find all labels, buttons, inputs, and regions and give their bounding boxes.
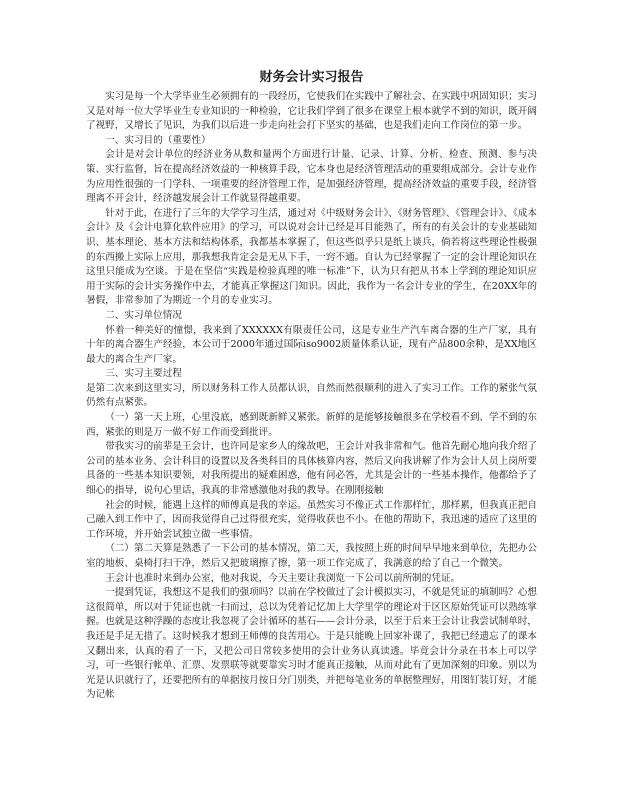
- paragraph-mentor-continued: 社会的时候，能遇上这样的师傅真是我的幸运。虽然实习不像正式工作那样忙，那样累，但我真正把自己融入到工作中了，因而我觉得自己过得很充实，觉得收获也不小。在他的帮助下，我迅速的适应了这里的工作环境，并开始尝试独立做一些事情。: [86, 499, 537, 540]
- paragraph-company: 怀着一种美好的憧憬，我来到了XXXXXX有限责任公司，这是专业生产汽车离合器的生产厂家，具有十年的离合器生产经验，本公司于2000年通过国际iso9002质量体系认证，现有产品800余种，是XX地区最大的离合生产厂家。: [86, 324, 537, 365]
- paragraph-mentor: 带我实习的前辈是王会计，也许同是家乡人的缘故吧，王会计对我非常和气。他首先耐心地向我介绍了公司的基本业务、会计科目的设置以及各类科目的具体核算内容，然后又向我讲解了作为会计人员上岗所要具备的一些基本知识要领，对我所提出的疑难困惑，他有问必答，尤其是会计的一些基本操作，他都给予了细心的指导，说句心里话，我真的非常感激他对我的教导。在刚刚接触: [86, 441, 537, 497]
- paragraph-intro: 实习是每一个大学毕业生必须拥有的一段经历，它使我们在实践中了解社会、在实践中巩固知识；实习又是对每一位大学毕业生专业知识的一种检验，它让我们学到了很多在课堂上根本就学不到的知识，既开阔了视野，又增长了见识，为我们以后进一步走向社会打下坚实的基础，也是我们走向工作岗位的第一步。: [86, 91, 537, 132]
- paragraph-purpose-2: 针对于此，在进行了三年的大学学习生活，通过对《中级财务会计》、《财务管理》、《管理会计》、《成本会计》及《会计电算化软件应用》的学习，可以说对会计已经是耳目能熟了，所有的有关会计的专业基础知识、基本理论、基本方法和结构体系，我都基本掌握了，但这些似乎只是纸上谈兵，倘若将这些理论性极强的东西搬上实际上应用，那我想我肯定会是无从下手，一窍不通。自认为已经掌握了一定的会计理论知识在这里只能成为空谈。于是在坚信“实践是检验真理的唯一标准”下，认为只有把从书本上学到的理论知识应用于实际的会计实务操作中去，才能真正掌握这门知识。因此，我作为一名会计专业的学生，在20XX年的暑假，非常参加了为期近一个月的专业实习。: [86, 207, 537, 307]
- section-heading-company: 二、实习单位情况: [105, 309, 182, 321]
- paragraph-process-intro: 是第二次来到这里实习，所以财务科工作人员都认识，自然而然很顺利的进入了实习工作。工作的紧张气氛仍然有点紧张。: [86, 382, 537, 409]
- section-heading-purpose: 一、实习目的（重要性）: [105, 134, 211, 146]
- paragraph-purpose-1: 会计是对会计单位的经济业务从数和量两个方面进行计量、记录、计算、分析、检查、预测、参与决策、实行监督，旨在提高经济效益的一种核算手段，它本身也是经济管理活动的重要组成部分。会计专业作为应用性很强的一门学科、一项重要的经济管理工作，是加强经济管理，提高经济效益的重要手段，经济管理离不开会计，经济越发展会计工作就显得越重要。: [86, 149, 537, 205]
- document-title: 财务会计实习报告: [259, 70, 364, 85]
- paragraph-vouchers-intro: 王会计也准时来到办公室，他对我说，今天主要让我浏览一下公司以前所制的凭证。: [105, 572, 461, 584]
- paragraph-day-two: （二）第二天算是熟悉了一下公司的基本情况，第二天，我按照上班的时间早早地来到单位，先把办公室的地板、桌椅打扫干净，然后又把玻璃擦了擦，第一项工作完成了，我满意的给了自己一个微笑。: [86, 543, 537, 569]
- paragraph-vouchers: 一提到凭证，我想这不是我们的强项吗？以前在学校做过了会计模拟实习，不就是凭证的填制吗？心想这很简单，所以对于凭证也就一扫而过，总以为凭着记忆加上大学里学的理论对于区区原始凭证可以熟练掌握。也就是这种浮躁的态度让我忽视了会计循环的基石——会计分录，以至于后来王会计让我尝试制单时，我还是手足无措了。这时候我才想到王师傅的良苦用心。于是只能晚上回家补课了，我把已经遗忘了的课本又翻出来，认真的看了一下，又把公司日常较多使用的会计业务认真读透。毕竟会计分录在书本上可以学习，可一些银行帐单、汇票、发票联等就要靠实习时才能真正接触，从而对此有了更加深刻的印象。别以为光是认识就行了，还要把所有的单据按月按日分门别类，并把每笔业务的单据整理好，用图钉装订好，才能为记帐: [86, 587, 537, 701]
- paragraph-day-one: （一）第一天上班，心里没底，感到既新鲜又紧张。新鲜的是能够接触很多在学校看不到、学不到的东西，紧张的则是万一做不好工作而受到批评。: [86, 412, 537, 438]
- section-heading-process: 三、实习主要过程: [105, 368, 182, 380]
